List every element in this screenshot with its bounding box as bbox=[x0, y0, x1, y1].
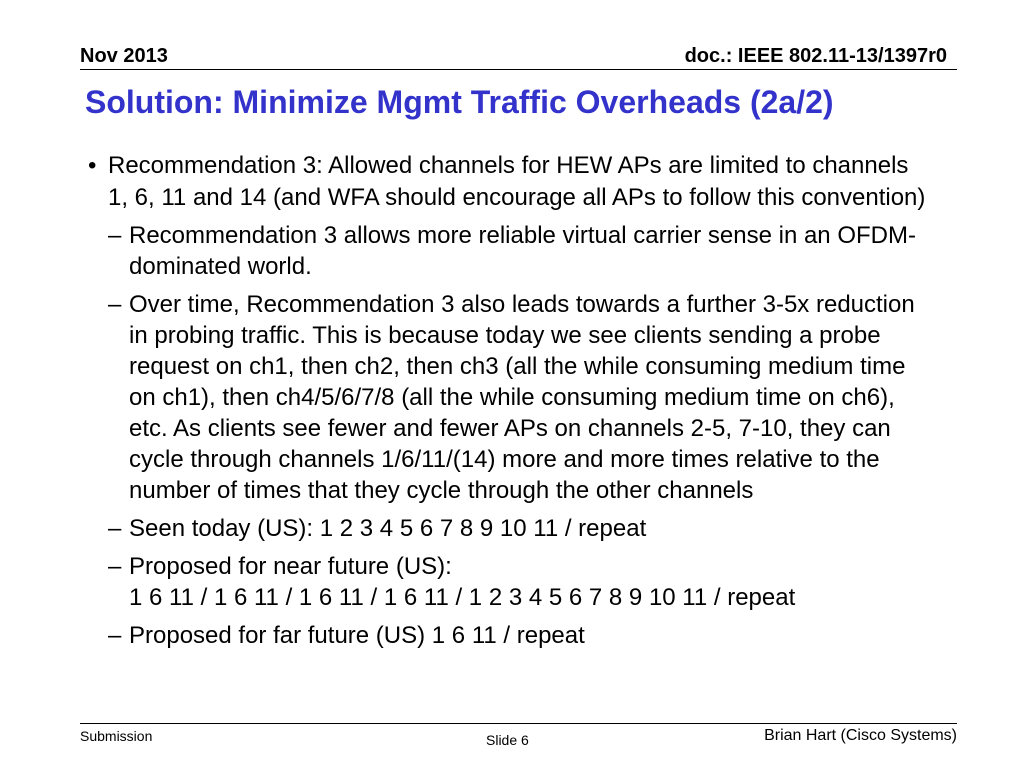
sub-bullet-item bbox=[88, 220, 928, 282]
sub-bullet-marker: – bbox=[108, 291, 122, 318]
footer-author: Brian Hart (Cisco Systems) bbox=[764, 727, 957, 744]
sub-bullet-marker: – bbox=[108, 553, 122, 580]
header-divider bbox=[80, 69, 957, 70]
bullet-marker: • bbox=[88, 152, 97, 179]
sub-bullet-marker: – bbox=[108, 622, 122, 649]
header-date: Nov 2013 bbox=[80, 45, 168, 67]
sub-bullet-text: Proposed for near future (US): bbox=[129, 553, 452, 580]
sub-bullet-text: Over time, Recommendation 3 also leads towards a further 3-5x reduction in probing traffic. This is because today we see clients sending a probe request on ch1, then ch2, then ch3 (all the while consuming medium time on ch1), then ch4/5/6/7/8 (all the while consuming medium time on ch6), etc. As clients see fewer and fewer APs on channels 2-5, 7-10, they can cycle through channels 1/6/11/(14) more and more times relative to the number of times that they cycle through the other channels bbox=[129, 291, 915, 504]
sub-bullet-text: Proposed for far future (US) 1 6 11 / repeat bbox=[129, 622, 585, 649]
sub-bullet-text: Recommendation 3 allows more reliable virtual carrier sense in an OFDM-dominated world. bbox=[129, 222, 916, 280]
sub-bullet-item bbox=[88, 620, 928, 651]
bullet-item bbox=[88, 150, 928, 213]
sub-bullet-item bbox=[88, 513, 928, 544]
footer-divider bbox=[80, 723, 957, 724]
bullet-text: Recommendation 3: Allowed channels for HEW APs are limited to channels 1, 6, 11 and 14 (and WFA should encourage all APs to follow this convention) bbox=[108, 152, 926, 211]
sub-bullet-item bbox=[88, 551, 928, 613]
slide-body bbox=[88, 150, 928, 658]
header-doc-id: doc.: IEEE 802.11-13/1397r0 bbox=[684, 45, 947, 67]
sub-bullet-item bbox=[88, 289, 928, 506]
footer-submission: Submission bbox=[80, 728, 153, 744]
sub-bullet-marker: – bbox=[108, 222, 122, 249]
sub-bullet-marker: – bbox=[108, 515, 122, 542]
slide-title: Solution: Minimize Mgmt Traffic Overheads (2a/2) bbox=[85, 84, 834, 120]
sub-bullet-text: Seen today (US): 1 2 3 4 5 6 7 8 9 10 11 / repeat bbox=[129, 515, 647, 542]
slide-number: Slide 6 bbox=[486, 732, 529, 748]
sub-bullet-text-line2: 1 6 11 / 1 6 11 / 1 6 11 / 1 6 11 / 1 2 3 4 5 6 7 8 9 10 11 / repeat bbox=[129, 584, 796, 611]
